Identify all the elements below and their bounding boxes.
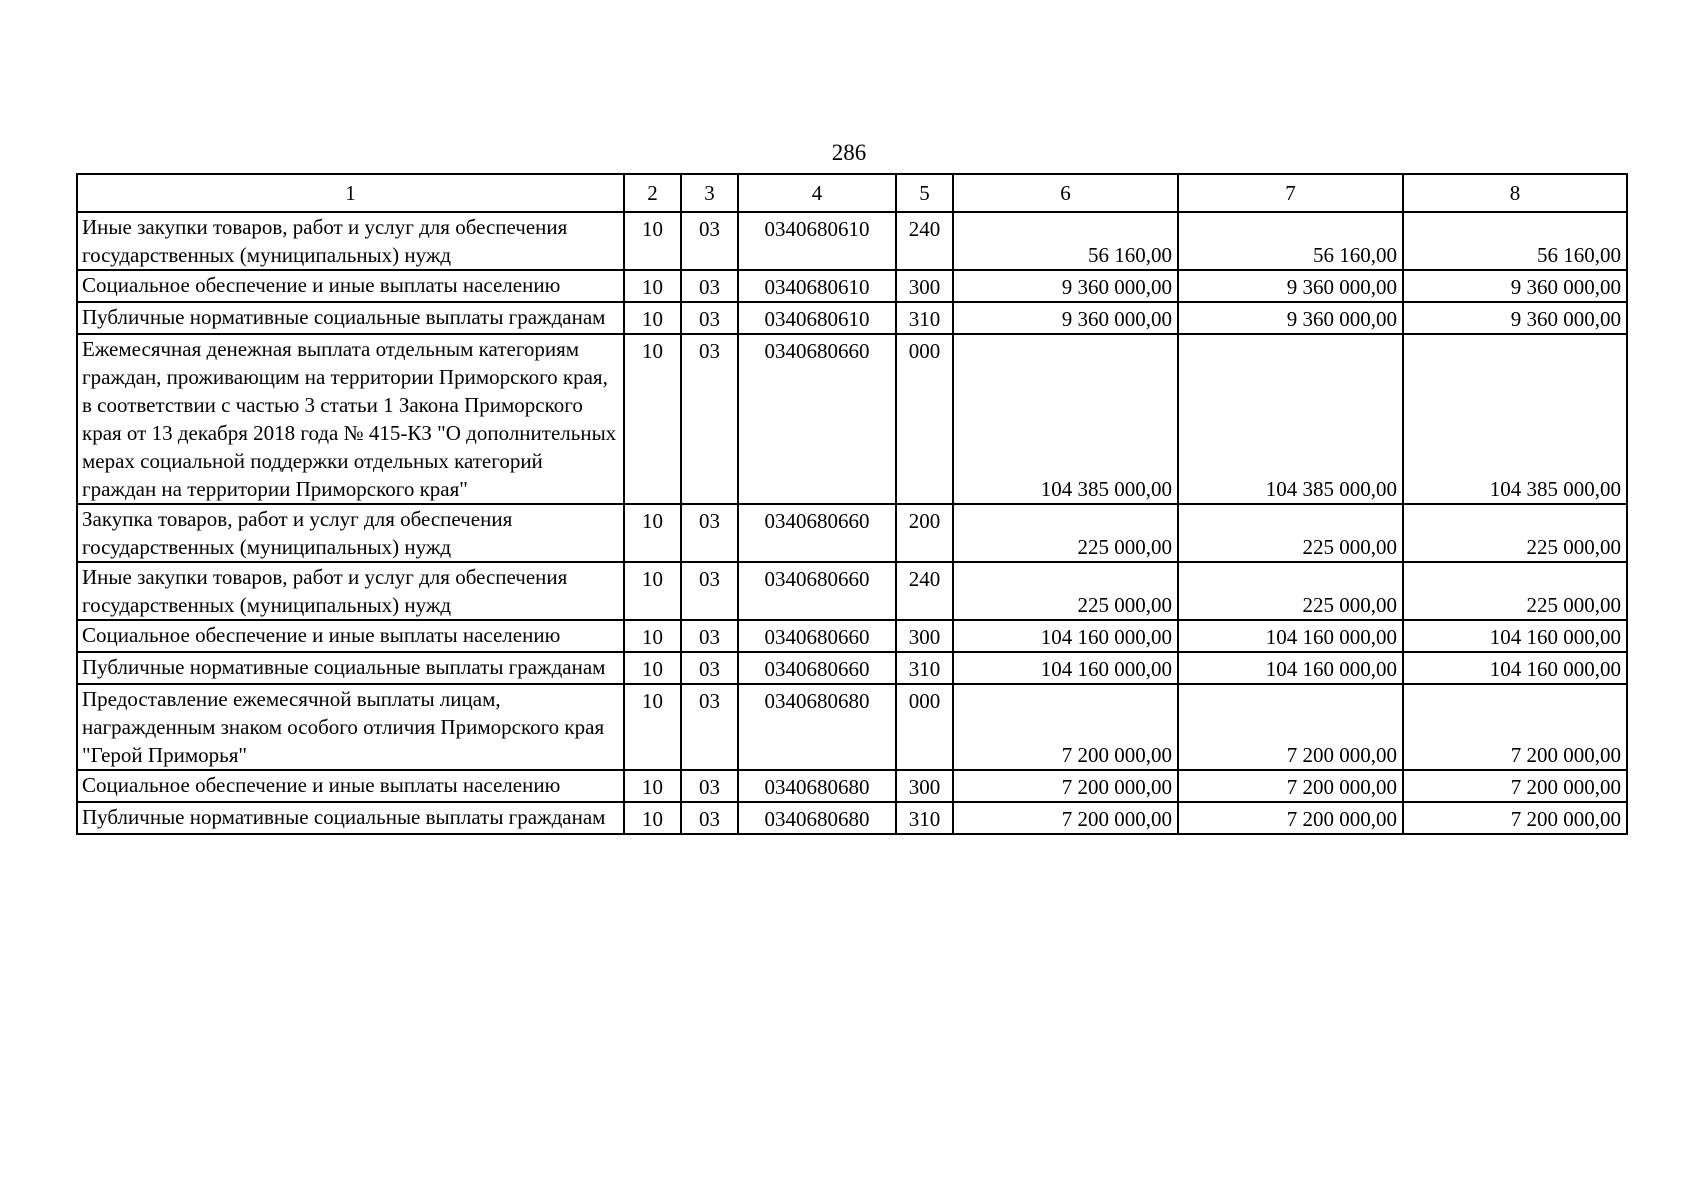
- section-code: 10: [624, 562, 681, 620]
- amount-col-8: 9 360 000,00: [1403, 302, 1627, 334]
- row-name: Предоставление ежемесячной выплаты лицам, награжденным знаком особого отличия Приморского края "Герой Приморья": [77, 684, 624, 770]
- expense-type-code: 300: [896, 620, 953, 652]
- amount-col-6: 104 160 000,00: [953, 620, 1178, 652]
- amount-col-8: 56 160,00: [1403, 212, 1627, 270]
- amount-col-7: 56 160,00: [1178, 212, 1403, 270]
- subsection-code: 03: [681, 302, 738, 334]
- row-name: Ежемесячная денежная выплата отдельным категориям граждан, проживающим на территории Приморского края, в соответствии с частью 3 статьи 1 Закона Приморского края от 13 декабря 2018 года № 415-КЗ "О дополнительных мерах социальной поддержки отдельных категорий граждан на территории Приморского края": [77, 334, 624, 504]
- table-header-row: [77, 174, 1627, 212]
- row-name: Публичные нормативные социальные выплаты гражданам: [77, 302, 624, 334]
- section-code: 10: [624, 802, 681, 834]
- column-header-3: 3: [681, 174, 738, 212]
- amount-col-6: 225 000,00: [953, 504, 1178, 562]
- table-row: [77, 334, 1627, 504]
- amount-col-6: 7 200 000,00: [953, 684, 1178, 770]
- amount-col-7: 104 160 000,00: [1178, 652, 1403, 684]
- target-article-code: 0340680660: [738, 334, 896, 504]
- amount-col-7: 225 000,00: [1178, 562, 1403, 620]
- target-article-code: 0340680660: [738, 504, 896, 562]
- column-header-7: 7: [1178, 174, 1403, 212]
- subsection-code: 03: [681, 504, 738, 562]
- expense-type-code: 240: [896, 562, 953, 620]
- amount-col-7: 7 200 000,00: [1178, 802, 1403, 834]
- target-article-code: 0340680660: [738, 620, 896, 652]
- amount-col-8: 104 385 000,00: [1403, 334, 1627, 504]
- amount-col-7: 104 160 000,00: [1178, 620, 1403, 652]
- row-name: Публичные нормативные социальные выплаты гражданам: [77, 802, 624, 834]
- column-header-4: 4: [738, 174, 896, 212]
- expense-type-code: 000: [896, 684, 953, 770]
- section-code: 10: [624, 684, 681, 770]
- expense-type-code: 200: [896, 504, 953, 562]
- table-row: [77, 620, 1627, 652]
- section-code: 10: [624, 504, 681, 562]
- amount-col-7: 225 000,00: [1178, 504, 1403, 562]
- subsection-code: 03: [681, 802, 738, 834]
- expense-type-code: 300: [896, 770, 953, 802]
- target-article-code: 0340680680: [738, 770, 896, 802]
- column-header-2: 2: [624, 174, 681, 212]
- amount-col-7: 9 360 000,00: [1178, 270, 1403, 302]
- row-name: Социальное обеспечение и иные выплаты населению: [77, 620, 624, 652]
- amount-col-8: 104 160 000,00: [1403, 620, 1627, 652]
- amount-col-7: 7 200 000,00: [1178, 770, 1403, 802]
- row-name: Иные закупки товаров, работ и услуг для обеспечения государственных (муниципальных) нужд: [77, 562, 624, 620]
- expense-type-code: 240: [896, 212, 953, 270]
- section-code: 10: [624, 334, 681, 504]
- amount-col-6: 7 200 000,00: [953, 802, 1178, 834]
- section-code: 10: [624, 270, 681, 302]
- amount-col-6: 104 385 000,00: [953, 334, 1178, 504]
- amount-col-6: 9 360 000,00: [953, 302, 1178, 334]
- section-code: 10: [624, 770, 681, 802]
- target-article-code: 0340680680: [738, 684, 896, 770]
- column-header-1: 1: [77, 174, 624, 212]
- table-row: [77, 802, 1627, 834]
- column-header-8: 8: [1403, 174, 1627, 212]
- target-article-code: 0340680610: [738, 212, 896, 270]
- table-row: [77, 770, 1627, 802]
- amount-col-8: 9 360 000,00: [1403, 270, 1627, 302]
- amount-col-6: 225 000,00: [953, 562, 1178, 620]
- amount-col-6: 7 200 000,00: [953, 770, 1178, 802]
- expense-type-code: 300: [896, 270, 953, 302]
- row-name: Социальное обеспечение и иные выплаты населению: [77, 770, 624, 802]
- amount-col-6: 104 160 000,00: [953, 652, 1178, 684]
- subsection-code: 03: [681, 270, 738, 302]
- target-article-code: 0340680610: [738, 302, 896, 334]
- amount-col-8: 104 160 000,00: [1403, 652, 1627, 684]
- amount-col-6: 9 360 000,00: [953, 270, 1178, 302]
- table-row: [77, 652, 1627, 684]
- section-code: 10: [624, 620, 681, 652]
- budget-table: [76, 173, 1628, 835]
- table-row: [77, 212, 1627, 270]
- target-article-code: 0340680660: [738, 652, 896, 684]
- amount-col-8: 225 000,00: [1403, 504, 1627, 562]
- section-code: 10: [624, 652, 681, 684]
- expense-type-code: 310: [896, 652, 953, 684]
- row-name: Закупка товаров, работ и услуг для обеспечения государственных (муниципальных) нужд: [77, 504, 624, 562]
- subsection-code: 03: [681, 620, 738, 652]
- subsection-code: 03: [681, 334, 738, 504]
- amount-col-8: 7 200 000,00: [1403, 684, 1627, 770]
- subsection-code: 03: [681, 562, 738, 620]
- expense-type-code: 310: [896, 302, 953, 334]
- target-article-code: 0340680660: [738, 562, 896, 620]
- table-row: [77, 684, 1627, 770]
- target-article-code: 0340680610: [738, 270, 896, 302]
- table-row: [77, 562, 1627, 620]
- amount-col-8: 225 000,00: [1403, 562, 1627, 620]
- table-row: [77, 504, 1627, 562]
- expense-type-code: 000: [896, 334, 953, 504]
- amount-col-6: 56 160,00: [953, 212, 1178, 270]
- target-article-code: 0340680680: [738, 802, 896, 834]
- section-code: 10: [624, 302, 681, 334]
- amount-col-7: 104 385 000,00: [1178, 334, 1403, 504]
- subsection-code: 03: [681, 684, 738, 770]
- row-name: Социальное обеспечение и иные выплаты населению: [77, 270, 624, 302]
- row-name: Иные закупки товаров, работ и услуг для обеспечения государственных (муниципальных) нужд: [77, 212, 624, 270]
- amount-col-7: 9 360 000,00: [1178, 302, 1403, 334]
- section-code: 10: [624, 212, 681, 270]
- amount-col-8: 7 200 000,00: [1403, 802, 1627, 834]
- page-number: 286: [831, 140, 867, 165]
- table-row: [77, 270, 1627, 302]
- table-row: [77, 302, 1627, 334]
- amount-col-8: 7 200 000,00: [1403, 770, 1627, 802]
- row-name: Публичные нормативные социальные выплаты гражданам: [77, 652, 624, 684]
- column-header-5: 5: [896, 174, 953, 212]
- amount-col-7: 7 200 000,00: [1178, 684, 1403, 770]
- subsection-code: 03: [681, 770, 738, 802]
- expense-type-code: 310: [896, 802, 953, 834]
- column-header-6: 6: [953, 174, 1178, 212]
- subsection-code: 03: [681, 652, 738, 684]
- subsection-code: 03: [681, 212, 738, 270]
